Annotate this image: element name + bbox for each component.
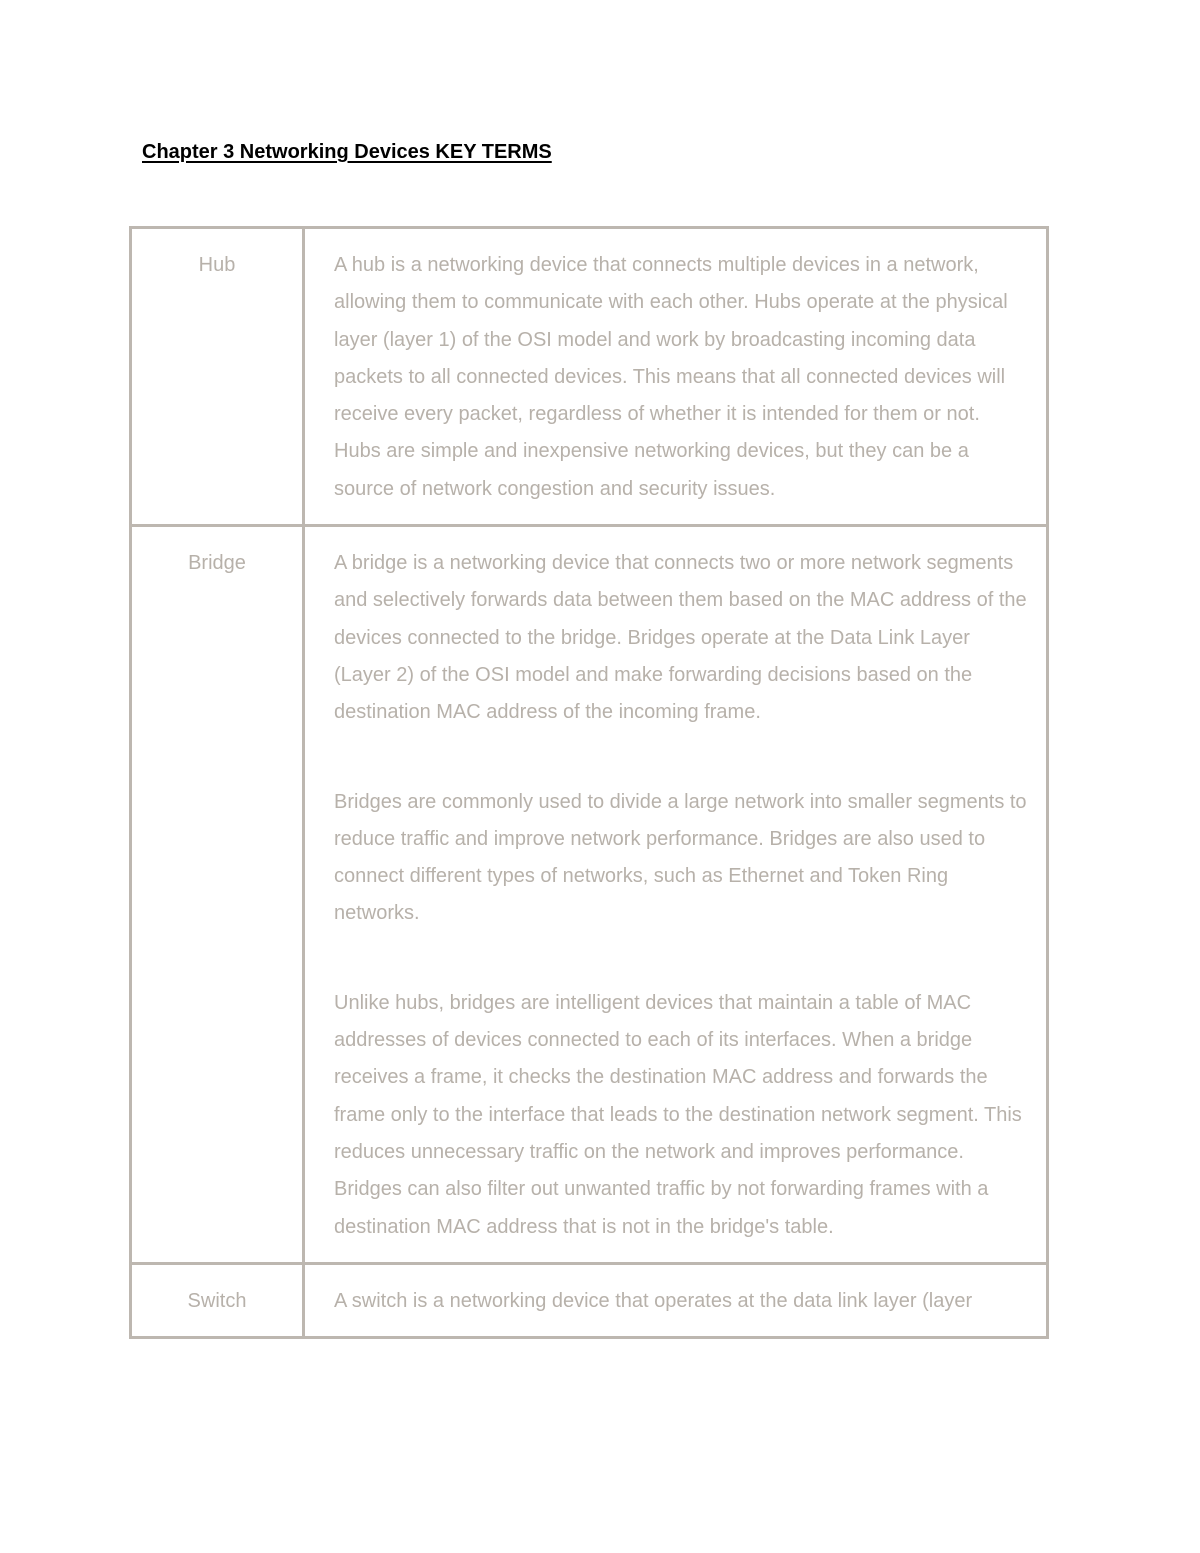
definition-paragraph: Unlike hubs, bridges are intelligent devices that maintain a table of MAC addresses of devices connected to each of its interfaces. When a bridge receives a frame, it checks the destination MAC address and forwards the frame only to the interface that leads to the destination network segment. This reduces unnecessary traffic on the network and improves performance. Bridges can also filter out unwanted traffic by not forwarding frames with a destination MAC address that is not in the bridge's table. [334, 991, 1022, 1238]
table-row-hub [131, 228, 1048, 526]
table-row-switch [131, 1263, 1048, 1337]
definition-cell [304, 228, 1048, 526]
definition-paragraph: A bridge is a networking device that connects two or more network segments and selectively forwards data between them based on the MAC address of the devices connected to the bridge. Bridges operate at the Data Link Layer (Layer 2) of the OSI model and make forwarding decisions based on the destination MAC address of the incoming frame. [334, 552, 1027, 724]
table-row-bridge [131, 526, 1048, 1264]
key-terms-table [129, 226, 1049, 1339]
term-cell: Switch [131, 1263, 304, 1337]
definition-paragraph: Bridges are commonly used to divide a large network into smaller segments to reduce traffic and improve network performance. Bridges are also used to connect different types of networks, such as Ethernet and Token Ring networks. [334, 790, 1027, 925]
definition-paragraph: A hub is a networking device that connects multiple devices in a network, allowing them to communicate with each other. Hubs operate at the physical layer (layer 1) of the OSI model and work by broadcasting incoming data packets to all connected devices. This means that all connected devices will receive every packet, regardless of whether it is intended for them or not. Hubs are simple and inexpensive networking devices, but they can be a source of network congestion and security issues. [334, 254, 1008, 500]
definition-cell [304, 1263, 1048, 1337]
definition-paragraph: A switch is a networking device that operates at the data link layer (layer [334, 1289, 973, 1312]
document-title: Chapter 3 Networking Devices KEY TERMS [142, 141, 552, 163]
term-cell: Hub [131, 228, 304, 526]
definition-cell [304, 526, 1048, 1264]
term-cell: Bridge [131, 526, 304, 1264]
